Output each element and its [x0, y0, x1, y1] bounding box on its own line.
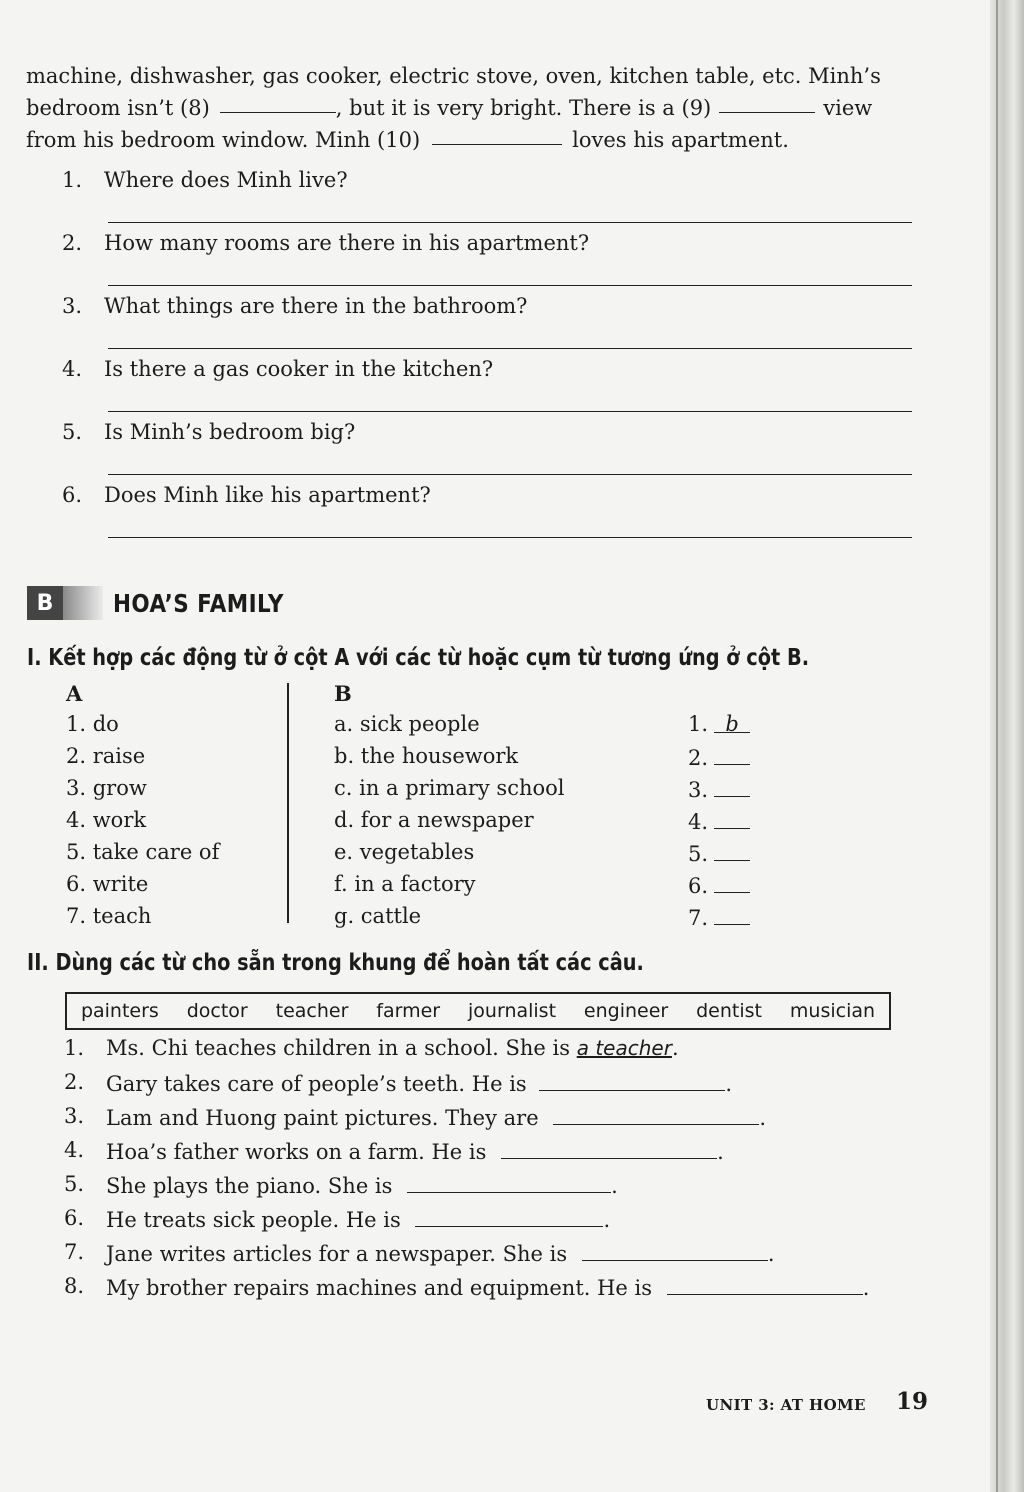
answer-slot[interactable]: [714, 904, 750, 925]
sentence-number: 5.: [64, 1172, 85, 1196]
section-badge-fade: [63, 586, 103, 620]
blank-8[interactable]: [220, 92, 336, 113]
matching-exercise: [0, 678, 1024, 938]
answer-slot[interactable]: [714, 744, 750, 765]
answer-number: 6.: [688, 874, 709, 898]
answer-slot-row: [688, 744, 750, 770]
passage-line: [26, 124, 931, 156]
section-title: HOA’S FAMILY: [113, 588, 284, 618]
sentence-end: .: [767, 1242, 775, 1266]
question-item: [62, 357, 912, 420]
question-item: [62, 168, 912, 231]
question-text: Is there a gas cooker in the kitchen?: [104, 357, 494, 381]
question-text: What things are there in the bathroom?: [104, 294, 528, 318]
word-bank-item: teacher: [275, 1000, 349, 1022]
column-a-item: 4. work: [66, 808, 147, 832]
answer-number: 3.: [688, 778, 709, 802]
answer-line[interactable]: [108, 474, 912, 475]
sentence-row: [64, 1070, 924, 1104]
column-b-item: d. for a newspaper: [334, 808, 534, 832]
column-a-heading: A: [66, 681, 83, 706]
blank-9[interactable]: [719, 92, 815, 113]
answer-line[interactable]: [108, 222, 912, 223]
sentence-answer[interactable]: [667, 1274, 863, 1295]
sentence-answer[interactable]: [415, 1206, 603, 1227]
section-badge: B: [27, 586, 63, 620]
column-a-item: 1. do: [66, 712, 119, 736]
answer-slot-row: [688, 872, 750, 898]
passage-text: loves his apartment.: [572, 128, 789, 152]
answer-slot[interactable]: [714, 872, 750, 893]
sentence-end: .: [603, 1208, 611, 1232]
answer-slot[interactable]: b: [714, 712, 750, 733]
question-number: 1.: [62, 168, 83, 192]
sentence-end: .: [717, 1140, 724, 1164]
sentence-end: .: [671, 1036, 679, 1060]
sentence-number: 8.: [64, 1274, 85, 1298]
column-b-item: a. sick people: [334, 712, 480, 736]
sentence-end: .: [862, 1276, 870, 1300]
answer-number: 7.: [688, 906, 709, 930]
question-number: 5.: [62, 420, 83, 444]
word-bank-item: dentist: [696, 1000, 762, 1022]
answer-slot-row: [688, 840, 750, 866]
exercise-1-instruction: I. Kết hợp các động từ ở cột A với các từ hoặc cụm từ tương ứng ở cột B.: [27, 645, 810, 671]
column-a-item: 3. grow: [66, 776, 147, 800]
passage-line: [26, 60, 931, 92]
footer-unit-label: UNIT 3: AT HOME: [706, 1396, 866, 1414]
question-text: How many rooms are there in his apartment?: [104, 231, 590, 255]
question-text: Is Minh’s bedroom big?: [104, 420, 356, 444]
sentence-number: 2.: [64, 1070, 85, 1094]
passage-text: bedroom isn’t (8): [26, 96, 210, 120]
answer-line[interactable]: [108, 285, 912, 286]
answer-slot-row: [688, 808, 750, 834]
sentence-row: [64, 1172, 924, 1206]
sentence-number: 3.: [64, 1104, 85, 1128]
fill-in-sentences: [64, 1036, 924, 1308]
question-item: [62, 231, 912, 294]
answer-line[interactable]: [108, 411, 912, 412]
sentence-text: She plays the piano. She is: [106, 1174, 393, 1198]
passage-text: , but it is very bright. There is a (9): [335, 96, 712, 120]
column-b-item: c. in a primary school: [334, 776, 565, 800]
column-a-item: 6. write: [66, 872, 149, 896]
column-b-item: b. the housework: [334, 744, 519, 768]
sentence-number: 7.: [64, 1240, 85, 1264]
word-bank-item: doctor: [186, 1000, 248, 1022]
sentence-answer[interactable]: [501, 1138, 717, 1159]
word-bank-item: painters: [80, 1000, 159, 1022]
reading-passage: [26, 60, 931, 156]
sentence-answer[interactable]: a teacher: [576, 1036, 672, 1060]
sentence-answer[interactable]: [553, 1104, 759, 1125]
section-b-header: [27, 585, 312, 621]
answer-number: 1.: [688, 712, 709, 736]
question-number: 6.: [62, 483, 83, 507]
exercise-2-instruction: II. Dùng các từ cho sẵn trong khung để hoàn tất các câu.: [27, 950, 644, 976]
sentence-row: [64, 1206, 924, 1240]
sentence-answer[interactable]: [539, 1070, 725, 1091]
sentence-text: Ms. Chi teaches children in a school. She is: [106, 1036, 571, 1060]
sentence-row: [64, 1240, 924, 1274]
column-a-item: 7. teach: [66, 904, 152, 928]
sentence-row: [64, 1138, 924, 1172]
word-bank-item: engineer: [583, 1000, 669, 1022]
column-b-item: f. in a factory: [334, 872, 476, 896]
word-bank-item: farmer: [376, 1000, 441, 1022]
answer-slot[interactable]: [714, 808, 750, 829]
answer-number: 4.: [688, 810, 709, 834]
question-item: [62, 294, 912, 357]
sentence-number: 1.: [64, 1036, 85, 1060]
passage-line: [26, 92, 931, 124]
column-b-heading: B: [334, 681, 352, 706]
sentence-text: Hoa’s father works on a farm. He is: [106, 1140, 487, 1164]
answer-number: 5.: [688, 842, 709, 866]
question-number: 2.: [62, 231, 83, 255]
sentence-row: [64, 1274, 924, 1308]
answer-slot-row: [688, 712, 750, 736]
column-b-item: g. cattle: [334, 904, 422, 928]
answer-slot[interactable]: [714, 840, 750, 861]
word-bank-item: journalist: [468, 1000, 557, 1022]
sentence-number: 4.: [64, 1138, 85, 1162]
blank-10[interactable]: [432, 124, 562, 145]
sentence-row: [64, 1104, 924, 1138]
sentence-row: [64, 1036, 924, 1070]
question-text: Does Minh like his apartment?: [104, 483, 431, 507]
question-number: 3.: [62, 294, 83, 318]
sentence-text: He treats sick people. He is: [106, 1208, 401, 1232]
sentence-number: 6.: [64, 1206, 85, 1230]
question-item: [62, 483, 912, 546]
answer-slot-row: [688, 776, 750, 802]
sentence-text: Gary takes care of people’s teeth. He is: [106, 1072, 527, 1096]
answer-slot-row: [688, 904, 750, 930]
sentence-answer[interactable]: [582, 1240, 768, 1261]
question-item: [62, 420, 912, 483]
sentence-end: .: [611, 1174, 618, 1198]
page-number: 19: [896, 1388, 929, 1415]
answer-number: 2.: [688, 746, 709, 770]
sentence-answer[interactable]: [407, 1172, 611, 1193]
sentence-end: .: [759, 1106, 766, 1130]
passage-text: machine, dishwasher, gas cooker, electric stove, oven, kitchen table, etc. Minh’s: [26, 64, 881, 88]
question-number: 4.: [62, 357, 83, 381]
comprehension-questions: [62, 168, 912, 546]
column-a-item: 2. raise: [66, 744, 146, 768]
word-bank-box: [65, 992, 891, 1030]
answer-slot[interactable]: [714, 776, 750, 797]
passage-text: from his bedroom window. Minh (10): [26, 128, 421, 152]
passage-text: view: [823, 96, 873, 120]
answer-line[interactable]: [108, 348, 912, 349]
sentence-text: Lam and Huong paint pictures. They are: [106, 1106, 539, 1130]
column-a-item: 5. take care of: [66, 840, 220, 864]
sentence-text: My brother repairs machines and equipment. He is: [106, 1276, 653, 1300]
column-b-item: e. vegetables: [334, 840, 475, 864]
answer-line[interactable]: [108, 537, 912, 538]
word-bank-item: musician: [789, 1000, 876, 1022]
sentence-text: Jane writes articles for a newspaper. She is: [106, 1242, 568, 1266]
sentence-end: .: [725, 1072, 733, 1096]
question-text: Where does Minh live?: [104, 168, 348, 192]
